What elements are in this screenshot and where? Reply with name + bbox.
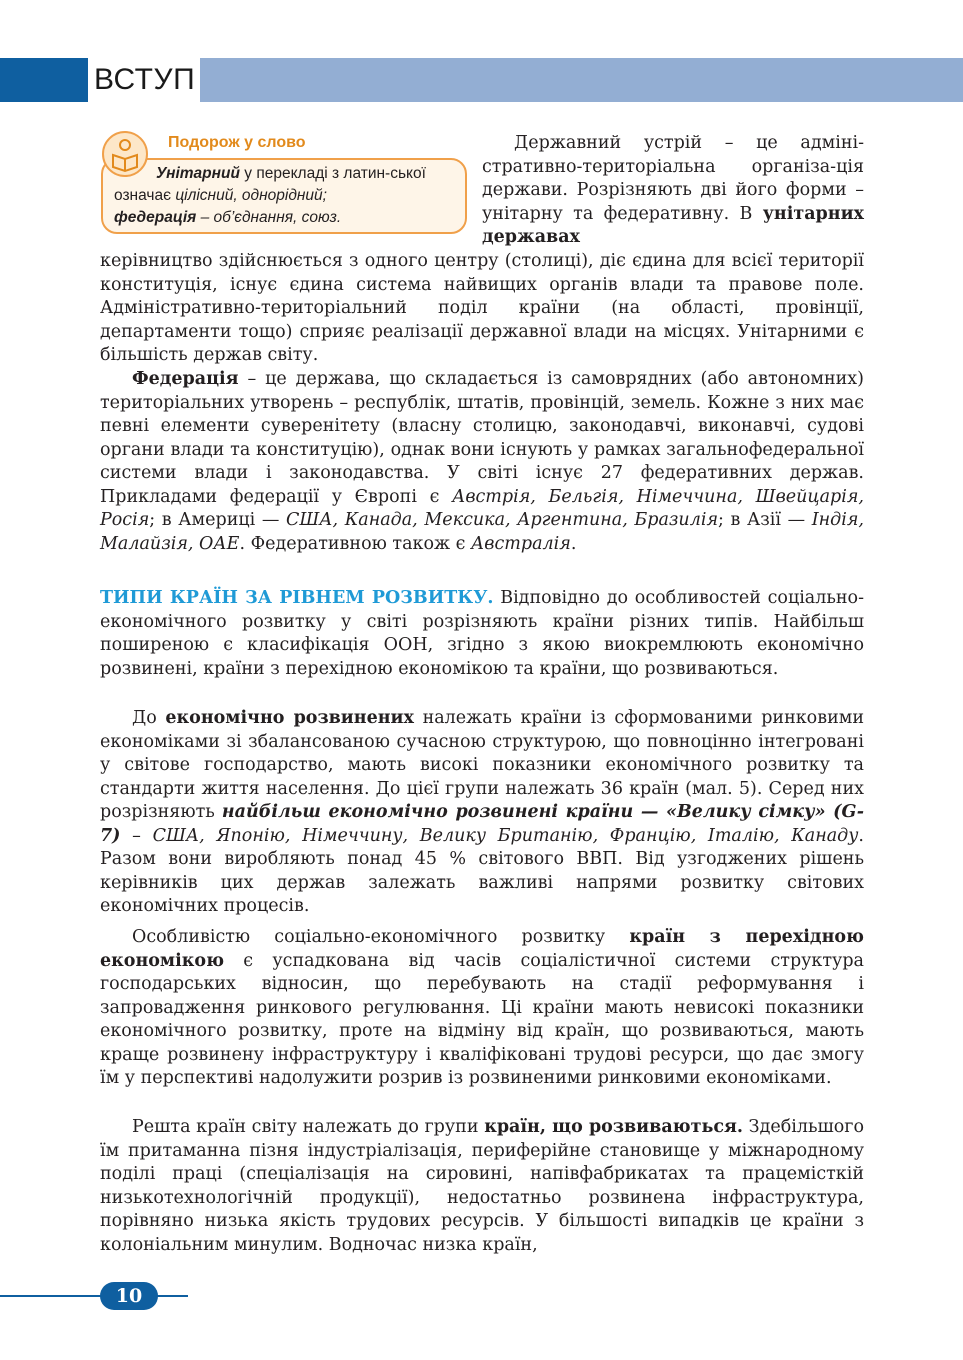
paragraph-1-rest: керівництво здійснюється з одного центру (столиці), діє єдина для всієї території конституція, існує єдина система найвищих органів влади та правове поле. Адміністративно-територіальний поділ країни (на області, провінції, департаменти тощо) сприяє реалізації державної влади на місцях. Унітарними є більшість держав світу. <box>100 251 864 365</box>
p4-countries: США, Японію, Німеччину, Велику Британію, Францію, Італію, Канаду <box>152 825 859 846</box>
p2-mid2: ; в Азії — <box>718 510 812 530</box>
sidebar-meaning-1: цілісний, однорідний; <box>175 187 327 204</box>
page-section-title: ВСТУП <box>94 63 196 96</box>
paragraph-1-top <box>482 132 864 250</box>
p5-start: Особливістю соціально-економічного розвитку <box>132 927 630 947</box>
term-unitary: Унітарний <box>156 165 240 182</box>
sidebar-title: Подорож у слово <box>168 134 306 151</box>
paragraph-4 <box>100 707 864 919</box>
p4-start: До <box>132 708 166 728</box>
page-number: 10 <box>115 1285 143 1307</box>
paragraph-2 <box>100 368 864 556</box>
p3-rest: Відповідно до особливостей соціально-економічного розвитку у світі розрізняють країни різних типів. Найбільш поширеною є класифікація ООН, згідно з якою виокремлюють економічно розвинені, країни з перехідною економікою та країни, що розвиваються. <box>100 588 864 679</box>
sidebar-text-2: – об’єднання, союз. <box>196 209 342 226</box>
p1-bold: унітарних державах <box>482 203 864 247</box>
sidebar-text-1: у перекладі з латин-ської означає <box>114 165 426 204</box>
p2-bold: Федерація <box>132 369 239 389</box>
section-heading: ТИПИ КРАЇН ЗА РІВНЕМ РОЗВИТКУ. <box>100 588 494 608</box>
p2-mid3: . Федеративною також є <box>239 533 472 554</box>
p2-asia: Індія, Малайзія, ОАЕ <box>100 510 864 554</box>
paragraph-3 <box>100 587 864 681</box>
term-federation: федерація <box>114 209 197 226</box>
p6-start: Решта країн світу належать до групи <box>132 1117 485 1137</box>
p4-end: . Разом вони виробляють понад 45 % світового ВВП. Від узгоджених рішень керівників цих держав залежать важливі напрями розвитку світових економічних процесів. <box>100 825 864 916</box>
p6-bold: країн, що розвиваються. <box>484 1117 744 1137</box>
header-accent-block <box>0 58 88 102</box>
sidebar-text <box>114 163 460 229</box>
p4-bold-italic: найбільш економічно розвинені країни — «Велику сімку» (G-7) <box>100 802 864 846</box>
p5-rest: є успадкована від часів соціалістичної системи структура господарських відносин, що перебувають на стадії реформування і запровадження ринкового регулювання. Ці країни мають невисокі показники економічного розвитку, проте на відміну від країн, що розвиваються, мають краще розвинену інфраструктуру і кваліфіковані трудові ресурси, що дає змогу їм у перспективі надолужити розрив із розвиненими ринковими економіками. <box>100 950 864 1088</box>
p4-dash: – <box>120 825 153 846</box>
header-bar <box>200 58 963 102</box>
paragraph-6 <box>100 1116 864 1257</box>
p4-bold: економічно розвинених <box>165 708 414 728</box>
p6-rest: Здебільшого їм притаманна пізня індустріалізація, периферійне становище у міжнародному поділі праці (спеціалізація на сировині, напівфабрикатах та працемісткій низькотехнологічній продукції), недостатньо розвинена інфраструктура, порівняно низька якість трудових ресурсів. У більшості випадків це країни з колоніальним минулим. Водночас низка країн, <box>100 1117 865 1255</box>
word-journey-sidebar <box>100 131 472 241</box>
p2-australia: Австралія <box>471 533 571 554</box>
p5-bold: країн з перехідною економікою <box>100 927 864 971</box>
paragraph-5 <box>100 926 864 1091</box>
p1-start: Державний устрій – це адміні-стративно-територіальна організа-ція держави. Розрізняють дві його форми – унітарну та федеративну. В <box>482 133 864 224</box>
p2-america: США, Канада, Мексика, Аргентина, Бразилія <box>285 510 719 530</box>
p2-end: . <box>570 533 577 554</box>
p4-rest: належать країни із сформованими ринковими економіками зі збалансованою сучасною структурою, що повноцінно інтегровані у світове господарство, мають високі показники економічного розвитку та стандарти життя населення. До цієї групи належать 36 країн (мал. 5). Серед них розрізняють <box>100 708 865 822</box>
p2-rest: – це держава, що складається із самоврядних (або автономних) територіальних утворень – республік, штатів, провінцій, земель. Кожне з них має певні елементи суверенітету (власну столицю, законодавчі, виконавчі, судові органи влади та конституцію), однак вони існують у рамках загальнофедеральної системи влади і законодавства. У світі існує 27 федеративних держав. Прикладами федерації у Європі є <box>100 369 864 507</box>
footer-line <box>0 1295 188 1297</box>
p2-europe: Австрія, Бельгія, Німеччина, Швейцарія, Росія <box>100 486 864 530</box>
p2-mid1: ; в Америці — <box>149 510 286 530</box>
